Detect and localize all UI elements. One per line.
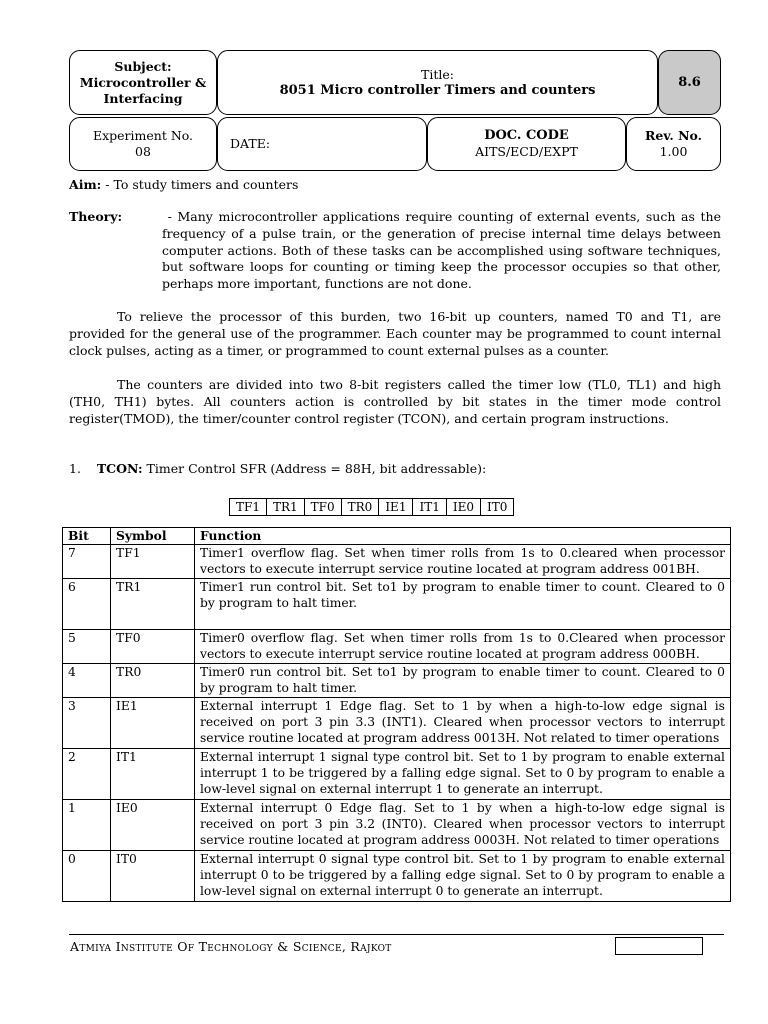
bit-cell: TF0 xyxy=(304,499,341,516)
doc-code: AITS/ECD/EXPT xyxy=(475,144,578,159)
theory-paragraph xyxy=(162,209,721,293)
bit-cell-value: 1 xyxy=(63,800,111,851)
table-row xyxy=(63,630,731,664)
footer-page-box xyxy=(615,937,703,955)
function-cell: External interrupt 1 Edge flag. Set to 1 by when a high-to-low edge signal is received on port 3 pin 3.3 (INT1). Cleared when processor vectors to interrupt service routine located at program address 0013H. Not related to timer operations xyxy=(195,698,731,749)
header-symbol: Symbol xyxy=(111,528,195,545)
footer-rule xyxy=(69,934,724,935)
bit-cell-value: 4 xyxy=(63,664,111,698)
symbol-cell: IE1 xyxy=(111,698,195,749)
subject-label: Subject: xyxy=(114,58,172,74)
bit-cell-value: 0 xyxy=(63,851,111,902)
bit-cell-value: 7 xyxy=(63,545,111,579)
table-row xyxy=(63,800,731,851)
tcon-bit-strip xyxy=(229,498,514,516)
subject-box xyxy=(69,50,217,115)
section-heading xyxy=(69,461,486,478)
symbol-cell: IE0 xyxy=(111,800,195,851)
section-title: TCON: xyxy=(96,461,143,476)
table-row xyxy=(63,579,731,630)
title-label: Title: xyxy=(421,66,454,82)
symbol-cell: TR1 xyxy=(111,579,195,630)
function-cell: Timer0 overflow flag. Set when timer rolls from 1s to 0.Cleared when processor vectors to execute interrupt service routine located at program address 000BH. xyxy=(195,630,731,664)
experiment-box xyxy=(69,117,217,171)
subject-line2: Interfacing xyxy=(103,90,183,106)
function-cell: Timer0 run control bit. Set to1 by program to enable timer to count. Cleared to 0 by program to halt timer. xyxy=(195,664,731,698)
aim-text: - To study timers and counters xyxy=(101,177,299,192)
bit-cell-value: 3 xyxy=(63,698,111,749)
table-row xyxy=(63,749,731,800)
table-row xyxy=(63,664,731,698)
symbol-cell: TF0 xyxy=(111,630,195,664)
header-bit: Bit xyxy=(63,528,111,545)
table-row xyxy=(63,851,731,902)
table-row xyxy=(63,698,731,749)
bit-cell: TR1 xyxy=(266,499,304,516)
symbol-cell: IT0 xyxy=(111,851,195,902)
date-label: DATE: xyxy=(230,136,271,151)
section-number: 1. xyxy=(69,461,81,476)
theory-label: Theory: xyxy=(69,209,123,224)
bit-cell: IT0 xyxy=(480,499,513,516)
function-cell: Timer1 run control bit. Set to1 by program to enable timer to count. Cleared to 0 by program to halt timer. xyxy=(195,579,731,630)
section-description: Timer Control SFR (Address = 88H, bit addressable): xyxy=(142,461,487,476)
table-header-row xyxy=(63,528,731,545)
counters-paragraph: To relieve the processor of this burden, two 16-bit up counters, named T0 and T1, are provided for the general use of the programmer. Each counter may be programmed to count internal clock pulses, acting as a timer, or programmed to count external pulses as a counter. xyxy=(69,309,721,358)
revision-number: 1.00 xyxy=(659,144,688,159)
aim-label: Aim: xyxy=(69,177,102,192)
bit-strip-row xyxy=(230,499,514,516)
bit-cell: TR0 xyxy=(341,499,379,516)
revision-label: Rev. No. xyxy=(645,128,702,143)
subject-line1: Microcontroller & xyxy=(79,74,207,90)
symbol-cell: TF1 xyxy=(111,545,195,579)
function-cell: External interrupt 0 Edge flag. Set to 1 by when a high-to-low edge signal is received on port 3 pin 3.2 (INT0). Cleared when processor vectors to interrupt service routine located at program address 0003H. Not related to timer operations xyxy=(195,800,731,851)
symbol-cell: TR0 xyxy=(111,664,195,698)
function-cell: External interrupt 0 signal type control bit. Set to 1 by program to enable external interrupt 0 to be triggered by a falling edge signal. Set to 0 by program to enable a low-level signal on external interrupt 0 to generate an interrupt. xyxy=(195,851,731,902)
bit-cell-value: 5 xyxy=(63,630,111,664)
doc-title: 8051 Micro controller Timers and counters xyxy=(279,82,596,98)
date-box xyxy=(217,117,427,171)
symbol-cell: IT1 xyxy=(111,749,195,800)
header-function: Function xyxy=(195,528,731,545)
experiment-label: Experiment No. xyxy=(92,128,194,143)
function-cell: External interrupt 1 signal type control bit. Set to 1 by program to enable external interrupt 1 to be triggered by a falling edge signal. Set to 0 by program to enable a low-level signal on external interrupt 1 to generate an interrupt. xyxy=(195,749,731,800)
title-box xyxy=(217,50,658,115)
bit-cell: TF1 xyxy=(230,499,267,516)
page-ref: 8.6 xyxy=(678,75,701,90)
bit-cell-value: 6 xyxy=(63,579,111,630)
bit-cell: IE0 xyxy=(446,499,480,516)
experiment-number: 08 xyxy=(135,144,151,159)
registers-paragraph: The counters are divided into two 8-bit registers called the timer low (TL0, TL1) and high (TH0, TH1) bytes. All counters action is controlled by bit states in the timer mode control register(TMOD), the timer/counter control register (TCON), and certain program instructions. xyxy=(69,377,721,426)
doc-code-box xyxy=(427,117,626,171)
aim-paragraph xyxy=(69,177,724,194)
tcon-function-table xyxy=(62,527,731,902)
table-row xyxy=(63,545,731,579)
page-ref-box xyxy=(658,50,721,115)
theory-text: - Many microcontroller applications require counting of external events, such as the frequency of a pulse train, or the generation of precise internal time delays between computer actions. Both of these tasks can be accomplished using software techniques, but software loops for counting or timing keep the processor occupies so that other, perhaps more important, functions are not done. xyxy=(162,209,721,292)
revision-box xyxy=(626,117,721,171)
bit-cell-value: 2 xyxy=(63,749,111,800)
footer-institute: Atmiya Institute Of Technology & Science, Rajkot xyxy=(70,939,392,954)
doc-code-label: DOC. CODE xyxy=(484,128,569,143)
bit-cell: IE1 xyxy=(379,499,413,516)
bit-cell: IT1 xyxy=(413,499,446,516)
function-cell: Timer1 overflow flag. Set when timer rolls from 1s to 0.cleared when processor vectors to execute interrupt service routine located at program address 001BH. xyxy=(195,545,731,579)
